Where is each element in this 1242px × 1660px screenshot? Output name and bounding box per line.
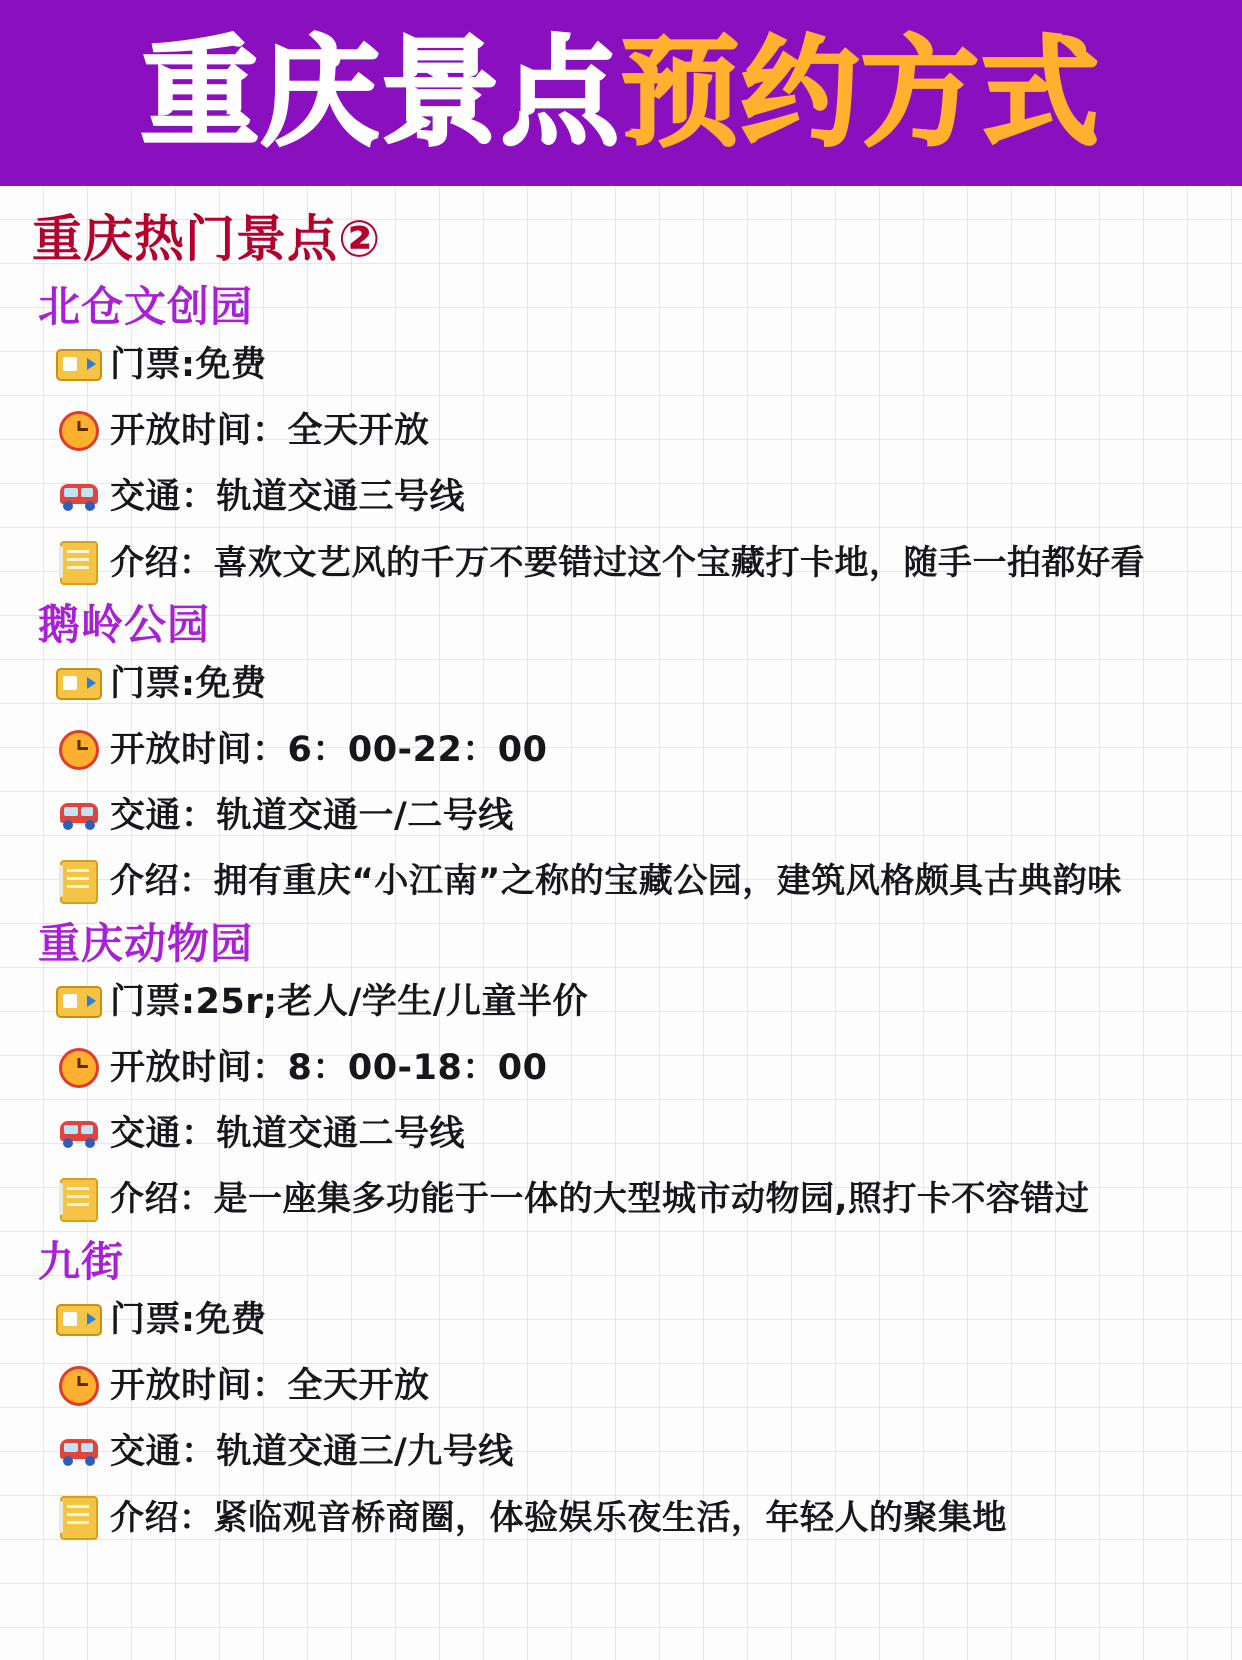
bus-icon — [56, 474, 102, 520]
section-title: 重庆热门景点② — [32, 210, 382, 268]
spot-intro-text: 介绍：拥有重庆“小江南”之称的宝藏公园，建筑风格颇具古典韵味 — [110, 861, 1122, 902]
spot-hours-text: 开放时间：6：00-22：00 — [110, 729, 548, 770]
spot-transit-text: 交通：轨道交通三/九号线 — [110, 1432, 514, 1473]
spot-entry — [26, 283, 1216, 591]
spot-ticket-text: 门票:免费 — [110, 345, 267, 386]
spot-name: 重庆动物园 — [38, 918, 254, 968]
spot-name: 鹅岭公园 — [38, 600, 211, 650]
header-banner — [0, 0, 1242, 186]
bus-icon — [56, 1429, 102, 1475]
spot-transit-row — [56, 788, 1216, 844]
spot-intro-text: 介绍：喜欢文艺风的千万不要错过这个宝藏打卡地，随手一拍都好看 — [110, 542, 1145, 583]
content-area — [0, 186, 1242, 1546]
spot-transit-row — [56, 1424, 1216, 1480]
spot-hours-row — [56, 403, 1216, 459]
spot-name: 九街 — [38, 1236, 125, 1286]
spot-hours-row — [56, 1040, 1216, 1096]
spot-intro-row — [56, 854, 1216, 910]
banner-title — [140, 24, 1102, 162]
clock-icon — [56, 1363, 102, 1409]
spot-entry — [26, 1238, 1216, 1546]
note-icon — [56, 1177, 102, 1223]
note-icon — [56, 1495, 102, 1541]
spot-transit-row — [56, 469, 1216, 525]
spot-intro-row — [56, 535, 1216, 591]
spot-ticket-text: 门票:25r;老人/学生/儿童半价 — [110, 981, 589, 1022]
spot-transit-text: 交通：轨道交通二号线 — [110, 1113, 466, 1154]
spot-transit-text: 交通：轨道交通一/二号线 — [110, 795, 514, 836]
clock-icon — [56, 727, 102, 773]
spot-intro-row — [56, 1172, 1216, 1228]
spot-entry — [26, 601, 1216, 909]
note-icon — [56, 859, 102, 905]
clock-icon — [56, 1045, 102, 1091]
spot-hours-text: 开放时间：全天开放 — [110, 1366, 430, 1407]
ticket-icon — [56, 1297, 102, 1343]
ticket-icon — [56, 342, 102, 388]
spot-ticket-row — [56, 1292, 1216, 1348]
spot-entry — [26, 920, 1216, 1228]
spot-hours-row — [56, 722, 1216, 778]
spot-name: 北仓文创园 — [38, 282, 254, 331]
spot-ticket-row — [56, 656, 1216, 712]
spot-intro-text: 介绍：紧临观音桥商圈，体验娱乐夜生活，年轻人的聚集地 — [110, 1497, 1007, 1538]
spot-ticket-text: 门票:免费 — [110, 1300, 267, 1341]
spot-hours-text: 开放时间：8：00-18：00 — [110, 1047, 548, 1088]
bus-icon — [56, 1111, 102, 1157]
spot-transit-row — [56, 1106, 1216, 1162]
spot-transit-text: 交通：轨道交通三号线 — [110, 477, 466, 518]
spot-intro-text: 介绍：是一座集多功能于一体的大型城市动物园,照打卡不容错过 — [110, 1179, 1090, 1220]
ticket-icon — [56, 661, 102, 707]
spot-ticket-row — [56, 974, 1216, 1030]
banner-title-orange: 预约方式 — [621, 24, 1102, 162]
bus-icon — [56, 793, 102, 839]
spot-ticket-row — [56, 337, 1216, 393]
ticket-icon — [56, 979, 102, 1025]
clock-icon — [56, 408, 102, 454]
spot-hours-text: 开放时间：全天开放 — [110, 411, 430, 452]
banner-title-white: 重庆景点 — [140, 24, 621, 162]
spot-ticket-text: 门票:免费 — [110, 663, 267, 704]
spot-intro-row — [56, 1490, 1216, 1546]
spot-hours-row — [56, 1358, 1216, 1414]
note-icon — [56, 540, 102, 586]
